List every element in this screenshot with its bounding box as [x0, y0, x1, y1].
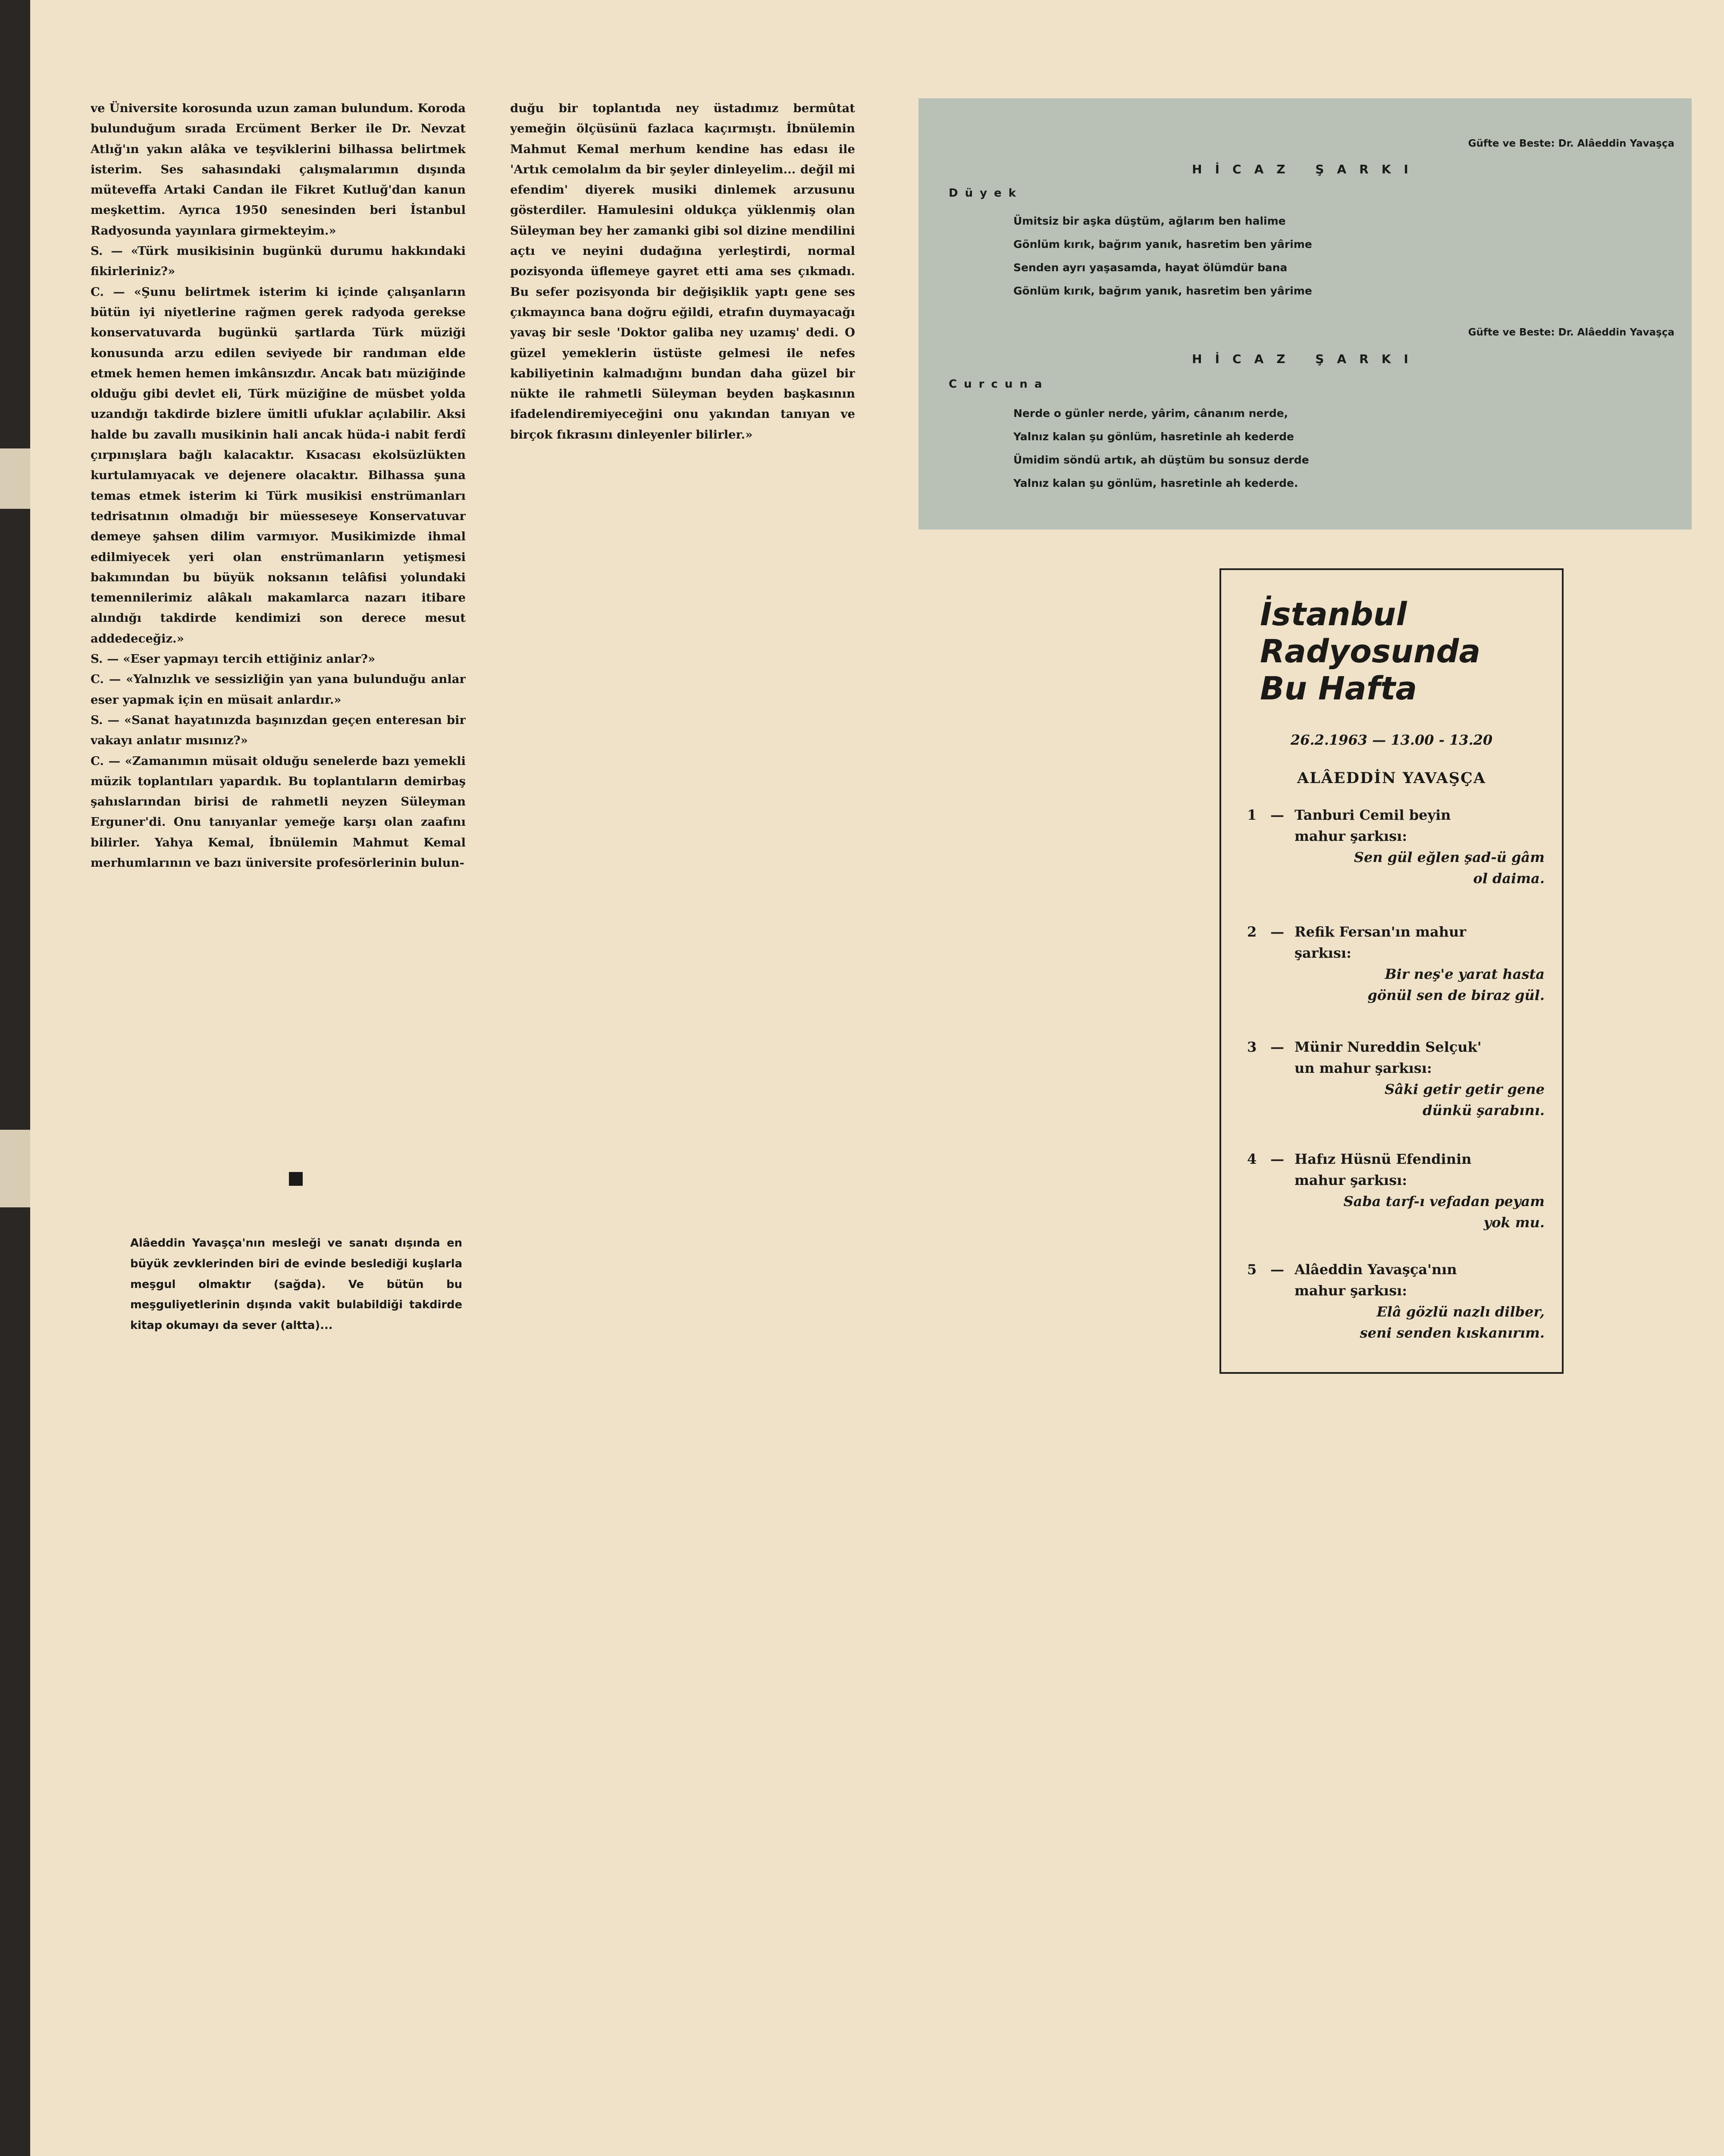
schedule-item-song-title: Elâ gözlü nazlı dilber,	[1376, 1304, 1545, 1320]
radio-schedule-box	[1219, 568, 1564, 1374]
interview-answer: C. — «Yalnızlık ve sessizliğin yan yana bulunduğu anlar eser yapmak için en müsait anlardır.»	[91, 672, 466, 707]
schedule-item	[1247, 805, 1545, 889]
lyric-line: Ümitsiz bir aşka düştüm, ağlarım ben halime	[1013, 215, 1286, 227]
schedule-item-number: 5	[1247, 1261, 1257, 1278]
schedule-title	[1260, 596, 1480, 707]
schedule-item-song-title: gönül sen de biraz gül.	[1367, 987, 1545, 1003]
schedule-item-song-title: yok mu.	[1483, 1214, 1545, 1231]
schedule-item-dash: —	[1270, 1261, 1284, 1278]
schedule-item-number: 2	[1247, 924, 1257, 940]
song-credit: Güfte ve Beste: Dr. Alâeddin Yavaşça	[1468, 138, 1674, 149]
lyric-line: Gönlüm kırık, bağrım yanık, hasretim ben yârime	[1013, 238, 1312, 251]
lyric-line: Ümidim söndü artık, ah düştüm bu sonsuz derde	[1013, 454, 1309, 466]
schedule-item-dash: —	[1270, 924, 1284, 940]
edge-mark	[0, 1130, 30, 1207]
edge-mark	[0, 448, 30, 509]
end-mark	[289, 1172, 303, 1186]
article-column-2	[510, 98, 855, 534]
schedule-item-composer: mahur şarkısı:	[1295, 828, 1407, 844]
schedule-title-line: İstanbul	[1260, 596, 1407, 633]
schedule-item-song-title: Bir neş'e yarat hasta	[1385, 966, 1545, 982]
schedule-item-number: 3	[1247, 1039, 1257, 1055]
schedule-item-composer: un mahur şarkısı:	[1295, 1060, 1432, 1076]
schedule-item-composer: Münir Nureddin Selçuk'	[1295, 1039, 1482, 1055]
schedule-title-line: Radyosunda	[1260, 633, 1481, 670]
schedule-item	[1247, 1037, 1545, 1121]
lyric-line: Gönlüm kırık, bağrım yanık, hasretim ben yârime	[1013, 285, 1312, 297]
schedule-item-composer: mahur şarkısı:	[1295, 1282, 1407, 1299]
lyric-line: Yalnız kalan şu gönlüm, hasretinle ah kederde.	[1013, 477, 1298, 489]
schedule-item-composer: Hafız Hüsnü Efendinin	[1295, 1151, 1472, 1167]
schedule-item	[1247, 1259, 1545, 1344]
schedule-item	[1247, 1149, 1545, 1233]
interview-answer: C. — «Şunu belirtmek isterim ki içinde çalışanların bütün iyi niyetlerine rağmen gerek radyoda gerekse konservatuvarda bugünkü şartlarda Türk müziği konusunda arzu edilen seviyede bir randıman elde etmek hemen hemen imkânsızdır. Ancak batı müziğinde olduğu gibi devlet eli, Türk müziğine de müsbet yolda uzandığı takdirde bizlere ümitli ufuklar açılabilir. Aksi halde bu zavallı musikinin hali ancak hüda-i nabit ferdî çırpınışlara bağlı kalacaktır. Kısacası ekolsüzlükten kurtulamıyacak ve dejenere olacaktır. Bilhassa şuna temas etmek isterim ki Türk musikisi enstrümanları tedrisatının olmadığı bir müesseseye Konservatuvar demeye şahsen dilim varmıyor. Musikimizde ihmal edilmiyecek yeri olan enstrümanların yetişmesi bakımından bu büyük noksanın telâfisi yolundaki temennilerimiz alâkalı makamlarca nazarı itibare alındığı takdirde kendimizi son derece mesut addedeceğiz.»	[91, 285, 466, 646]
schedule-item-song-title: ol daima.	[1473, 870, 1545, 887]
interview-answer: C. — «Zamanımın müsait olduğu senelerde bazı yemekli müzik toplantıları yapardık. Bu toplantıların demirbaş şahıslarından birisi de rahmetli neyzen Süleyman Erguner'di. Onu tanıyanlar yemeğe karşı olan zaafını bilirler. Yahya Kemal, İbnülemin Mahmut Kemal merhumlarının ve bazı üniversite profesörlerinin bulun-	[91, 754, 466, 870]
interview-question: S. — «Türk musikisinin bugünkü durumu hakkındaki fikirleriniz?»	[91, 244, 466, 279]
song-makam: HİCAZ ŞARKI	[1192, 162, 1421, 176]
song-usul: Düyek	[949, 187, 1023, 200]
photo-bird-cages	[492, 568, 1187, 1384]
page-left-edge	[0, 0, 30, 2156]
schedule-item-composer: mahur şarkısı:	[1295, 1172, 1407, 1188]
schedule-item-composer: şarkısı:	[1295, 945, 1351, 961]
schedule-item-song-title: Sâki getir getir gene	[1384, 1081, 1545, 1097]
schedule-item-dash: —	[1270, 807, 1284, 823]
photo-reading	[736, 1403, 1667, 2156]
schedule-date: 26.2.1963 — 13.00 - 13.20	[1290, 732, 1493, 748]
schedule-item-composer: Refik Fersan'ın mahur	[1295, 924, 1467, 940]
schedule-item-number: 4	[1247, 1151, 1257, 1167]
schedule-item-song-title: dünkü şarabını.	[1423, 1102, 1545, 1119]
photo-caption: Alâeddin Yavaşça'nın mesleği ve sanatı dışında en büyük zevklerinden biri de evinde beslediği kuşlarla meşgul olmaktır (sağda). Ve bütün bu meşguliyetlerinin dışında vakit bulabildiği takdirde kitap okumayı da sever (altta)...	[130, 1237, 462, 1332]
photo-at-desk	[63, 1403, 700, 2156]
song-lyrics-box	[918, 98, 1692, 530]
schedule-item-song-title: seni senden kıskanırım.	[1360, 1325, 1545, 1341]
song-makam: HİCAZ ŞARKI	[1192, 352, 1421, 366]
schedule-item-number: 1	[1247, 807, 1257, 823]
schedule-item-song-title: Sen gül eğlen şad-ü gâm	[1354, 849, 1545, 865]
interview-answer: ve Üniversite korosunda uzun zaman bulundum. Koroda bulunduğum sırada Ercüment Berker ile Dr. Nevzat Atlığ'ın yakın alâka ve teşviklerini bilhassa belirtmek isterim. Ses sahasındaki çalışmalarımın dışında müteveffa Artaki Candan ile Fikret Kutluğ'dan kanun meşkettim. Ayrıca 1950 senesinden beri İstanbul Radyosunda yayınlara girmekteyim.»	[91, 101, 466, 238]
schedule-item-composer: Tanburi Cemil beyin	[1295, 807, 1451, 823]
article-column-1	[91, 98, 466, 1116]
song-credit: Güfte ve Beste: Dr. Alâeddin Yavaşça	[1468, 327, 1674, 338]
schedule-title-line: Bu Hafta	[1260, 670, 1417, 707]
schedule-item-dash: —	[1270, 1151, 1284, 1167]
lyric-line: Yalnız kalan şu gönlüm, hasretinle ah kederde	[1013, 430, 1294, 443]
interview-question: S. — «Eser yapmayı tercih ettiğiniz anlar?»	[91, 652, 376, 666]
schedule-item-composer: Alâeddin Yavaşça'nın	[1295, 1261, 1457, 1278]
article-text: duğu bir toplantıda ney üstadımız bermûtat yemeğin ölçüsünü fazlaca kaçırmıştı. İbnülemin Mahmut Kemal merhum kendine has edası ile 'Artık cemolalım da bir şeyler dinleyelim... değil mi efendim' diyerek musiki dinlemek arzusunu gösterdiler. Hamulesini oldukça yüklenmiş olan Süleyman bey her zamanki gibi sol dizine mendilini açtı ve neyini dudağına yerleştirdi, normal pozisyonda üflemeye gayret etti ama ses çıkmadı. Bu sefer pozisyonda bir değişiklik yaptı gene ses çıkmayınca bana doğru eğildi, etrafın duymayacağı yavaş bir sesle 'Doktor galiba ney uzamış' dedi. O güzel yemeklerin üstüste gelmesi ile nefes kabiliyetinin kalmadığını bundan daha güzel bir nükte ile rahmetli Süleyman beyden başkasının ifadelendiremiyeceğini onu yakından tanıyan ve birçok fıkrasını dinleyenler bilirler.»	[510, 101, 855, 442]
schedule-performer: ALÂEDDİN YAVAŞÇA	[1297, 769, 1486, 787]
interview-question: S. — «Sanat hayatınızda başınızdan geçen enteresan bir vakayı anlatır mısınız?»	[91, 713, 466, 748]
song-usul: Curcuna	[949, 378, 1049, 391]
schedule-item-dash: —	[1270, 1039, 1284, 1055]
lyric-line: Nerde o günler nerde, yârim, cânanım nerde,	[1013, 407, 1288, 420]
schedule-item-song-title: Saba tarf-ı vefadan peyam	[1343, 1193, 1545, 1210]
schedule-item	[1247, 921, 1545, 1006]
lyric-line: Senden ayrı yaşasamda, hayat ölümdür bana	[1013, 261, 1288, 274]
